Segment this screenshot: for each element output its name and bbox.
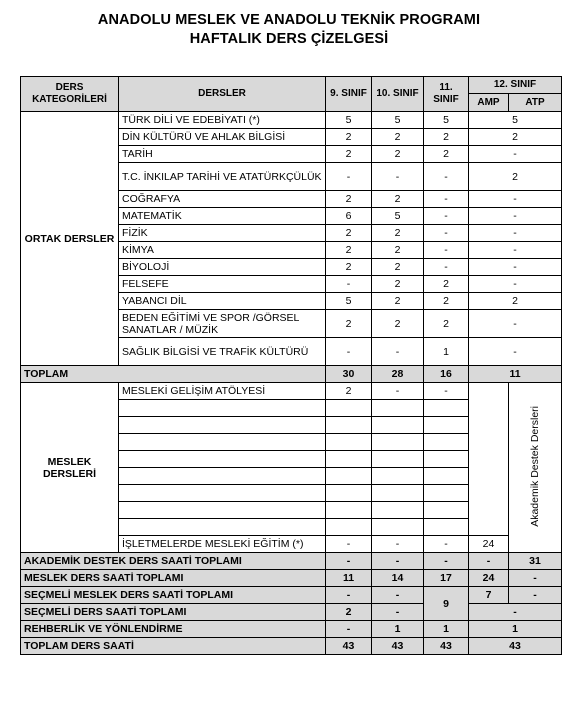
table-row	[21, 383, 562, 400]
hours-grade-11: -	[424, 225, 469, 242]
toplam-grade-12: 11	[469, 366, 562, 383]
akademik-grade-10: -	[372, 553, 424, 570]
hours-grade-11: 2	[424, 276, 469, 293]
hours-grade-9: 2	[326, 191, 372, 208]
empty-hours-cell	[424, 519, 469, 536]
secmeli-label: SEÇMELİ DERS SAATİ TOPLAMI	[21, 604, 326, 621]
empty-hours-cell	[372, 434, 424, 451]
secmeli-meslek-grade-11: 9	[424, 587, 469, 621]
toplam-grade-9: 30	[326, 366, 372, 383]
empty-course-cell	[119, 485, 326, 502]
meslek-toplam-amp: 24	[469, 570, 509, 587]
course-name: YABANCI DİL	[119, 293, 326, 310]
hours-grade-12: 5	[469, 112, 562, 129]
rehberlik-grade-10: 1	[372, 621, 424, 638]
empty-hours-cell	[326, 451, 372, 468]
empty-course-cell	[119, 434, 326, 451]
amp-empty-column	[469, 383, 509, 536]
meslek-toplam-grade-10: 14	[372, 570, 424, 587]
hours-grade-10: 2	[372, 225, 424, 242]
hours-grade-11: -	[424, 383, 469, 400]
course-name: BİYOLOJİ	[119, 259, 326, 276]
empty-hours-cell	[372, 417, 424, 434]
secmeli-grade-9: 2	[326, 604, 372, 621]
sumrow-meslek-toplam	[21, 570, 562, 587]
hours-grade-9: 2	[326, 383, 372, 400]
course-name: T.C. İNKILAP TARİHİ VE ATATÜRKÇÜLÜK	[119, 163, 326, 191]
hours-grade-11: -	[424, 536, 469, 553]
empty-hours-cell	[424, 468, 469, 485]
toplam-ders-grade-10: 43	[372, 638, 424, 655]
hours-grade-12: -	[469, 338, 562, 366]
hours-grade-11: 1	[424, 338, 469, 366]
course-name: FİZİK	[119, 225, 326, 242]
meslek-toplam-grade-9: 11	[326, 570, 372, 587]
header-amp: AMP	[469, 94, 509, 112]
course-name: İŞLETMELERDE MESLEKİ EĞİTİM (*)	[119, 536, 326, 553]
weekly-schedule-table	[20, 76, 562, 655]
hours-grade-11: -	[424, 259, 469, 276]
header-grade-10: 10. SINIF	[372, 77, 424, 112]
empty-course-cell	[119, 519, 326, 536]
hours-grade-9: -	[326, 163, 372, 191]
course-name: TARİH	[119, 146, 326, 163]
empty-hours-cell	[424, 451, 469, 468]
hours-grade-9: -	[326, 338, 372, 366]
hours-grade-10: -	[372, 383, 424, 400]
hours-grade-9: 2	[326, 259, 372, 276]
hours-grade-9: 2	[326, 129, 372, 146]
hours-grade-12: 2	[469, 129, 562, 146]
rehberlik-grade-11: 1	[424, 621, 469, 638]
hours-grade-11: 2	[424, 129, 469, 146]
hours-grade-10: -	[372, 163, 424, 191]
secmeli-meslek-grade-9: -	[326, 587, 372, 604]
sumrow-secmeli	[21, 604, 562, 621]
hours-grade-9: 2	[326, 310, 372, 338]
document-title-line-2: HAFTALIK DERS ÇİZELGESİ	[189, 31, 389, 47]
sumrow-akademik	[21, 553, 562, 570]
meslek-and-summary-section	[21, 366, 562, 655]
header-atp: ATP	[509, 94, 562, 112]
empty-hours-cell	[372, 502, 424, 519]
empty-hours-cell	[326, 434, 372, 451]
toplam-label: TOPLAM	[21, 366, 326, 383]
empty-hours-cell	[326, 502, 372, 519]
hours-grade-11: -	[424, 163, 469, 191]
akademik-grade-11: -	[424, 553, 469, 570]
hours-grade-10: 2	[372, 191, 424, 208]
hours-grade-12: -	[469, 225, 562, 242]
akademik-amp: -	[469, 553, 509, 570]
empty-hours-cell	[326, 519, 372, 536]
empty-hours-cell	[424, 485, 469, 502]
hours-grade-12: -	[469, 208, 562, 225]
toplam-ders-grade-12: 43	[469, 638, 562, 655]
header-courses: DERSLER	[119, 77, 326, 112]
hours-amp: 24	[469, 536, 509, 553]
empty-course-cell	[119, 468, 326, 485]
hours-grade-9: -	[326, 536, 372, 553]
hours-grade-10: -	[372, 536, 424, 553]
hours-grade-10: 2	[372, 293, 424, 310]
course-name: MATEMATİK	[119, 208, 326, 225]
toplam-ders-label: TOPLAM DERS SAATİ	[21, 638, 326, 655]
hours-grade-10: 2	[372, 242, 424, 259]
empty-hours-cell	[326, 400, 372, 417]
category-meslek: MESLEK DERSLERİ	[21, 383, 119, 553]
empty-hours-cell	[372, 400, 424, 417]
empty-hours-cell	[372, 451, 424, 468]
toplam-grade-10: 28	[372, 366, 424, 383]
hours-grade-9: -	[326, 276, 372, 293]
empty-course-cell	[119, 451, 326, 468]
header-grade-9: 9. SINIF	[326, 77, 372, 112]
sumrow-toplam	[21, 366, 562, 383]
course-name: DİN KÜLTÜRÜ VE AHLAK BİLGİSİ	[119, 129, 326, 146]
meslek-toplam-atp: -	[509, 570, 562, 587]
hours-grade-9: 2	[326, 225, 372, 242]
empty-hours-cell	[424, 502, 469, 519]
rehberlik-grade-9: -	[326, 621, 372, 638]
header-grade-12: 12. SINIF	[469, 77, 562, 94]
hours-grade-10: 2	[372, 146, 424, 163]
hours-grade-10: -	[372, 338, 424, 366]
akademik-destek-vertical-label: Akademik Destek Dersleri	[529, 405, 541, 527]
table-header	[21, 77, 562, 112]
category-ortak: ORTAK DERSLER	[21, 112, 119, 366]
course-name: MESLEKİ GELİŞİM ATÖLYESİ	[119, 383, 326, 400]
hours-grade-10: 2	[372, 276, 424, 293]
table-row	[21, 112, 562, 129]
header-grade-11: 11. SINIF	[424, 77, 469, 112]
hours-grade-12: -	[469, 191, 562, 208]
empty-hours-cell	[372, 468, 424, 485]
hours-grade-12: -	[469, 310, 562, 338]
empty-hours-cell	[326, 468, 372, 485]
hours-grade-11: 5	[424, 112, 469, 129]
akademik-grade-9: -	[326, 553, 372, 570]
hours-grade-12: -	[469, 242, 562, 259]
akademik-atp: 31	[509, 553, 562, 570]
secmeli-meslek-amp: 7	[469, 587, 509, 604]
empty-hours-cell	[424, 434, 469, 451]
empty-hours-cell	[372, 485, 424, 502]
hours-grade-10: 2	[372, 129, 424, 146]
hours-grade-11: -	[424, 191, 469, 208]
hours-grade-11: 2	[424, 293, 469, 310]
course-name: TÜRK DİLİ VE EDEBİYATI (*)	[119, 112, 326, 129]
hours-grade-10: 5	[372, 208, 424, 225]
toplam-ders-grade-9: 43	[326, 638, 372, 655]
rehberlik-label: REHBERLİK VE YÖNLENDİRME	[21, 621, 326, 638]
secmeli-meslek-label: SEÇMELİ MESLEK DERS SAATİ TOPLAMI	[21, 587, 326, 604]
course-name: KİMYA	[119, 242, 326, 259]
header-category: DERS KATEGORİLERİ	[21, 77, 119, 112]
rehberlik-grade-12: 1	[469, 621, 562, 638]
empty-course-cell	[119, 400, 326, 417]
course-name: FELSEFE	[119, 276, 326, 293]
hours-grade-9: 5	[326, 293, 372, 310]
hours-grade-11: 2	[424, 310, 469, 338]
hours-grade-12: -	[469, 146, 562, 163]
empty-hours-cell	[326, 485, 372, 502]
secmeli-meslek-atp: -	[509, 587, 562, 604]
hours-grade-9: 6	[326, 208, 372, 225]
hours-grade-12: 2	[469, 293, 562, 310]
empty-hours-cell	[424, 400, 469, 417]
course-name: SAĞLIK BİLGİSİ VE TRAFİK KÜLTÜRÜ	[119, 338, 326, 366]
hours-grade-9: 2	[326, 242, 372, 259]
secmeli-grade-10: -	[372, 604, 424, 621]
hours-grade-12: -	[469, 276, 562, 293]
toplam-ders-grade-11: 43	[424, 638, 469, 655]
empty-course-cell	[119, 502, 326, 519]
sumrow-rehberlik	[21, 621, 562, 638]
secmeli-grade-12: -	[469, 604, 562, 621]
sumrow-toplam-ders	[21, 638, 562, 655]
hours-grade-9: 5	[326, 112, 372, 129]
toplam-grade-11: 16	[424, 366, 469, 383]
empty-course-cell	[119, 417, 326, 434]
hours-grade-9: 2	[326, 146, 372, 163]
secmeli-meslek-grade-10: -	[372, 587, 424, 604]
hours-grade-11: -	[424, 242, 469, 259]
empty-hours-cell	[424, 417, 469, 434]
hours-grade-10: 2	[372, 310, 424, 338]
course-name: COĞRAFYA	[119, 191, 326, 208]
hours-grade-10: 2	[372, 259, 424, 276]
empty-hours-cell	[372, 519, 424, 536]
hours-grade-12: 2	[469, 163, 562, 191]
document-title-line-1: ANADOLU MESLEK VE ANADOLU TEKNİK PROGRAMI	[97, 12, 481, 28]
empty-hours-cell	[326, 417, 372, 434]
hours-grade-11: 2	[424, 146, 469, 163]
hours-grade-10: 5	[372, 112, 424, 129]
sumrow-secmeli-meslek	[21, 587, 562, 604]
hours-grade-11: -	[424, 208, 469, 225]
meslek-toplam-label: MESLEK DERS SAATİ TOPLAMI	[21, 570, 326, 587]
akademik-destek-vertical-cell	[509, 383, 562, 553]
akademik-label: AKADEMİK DESTEK DERS SAATİ TOPLAMI	[21, 553, 326, 570]
meslek-toplam-grade-11: 17	[424, 570, 469, 587]
course-name: BEDEN EĞİTİMİ VE SPOR /GÖRSEL SANATLAR / MÜZİK	[119, 310, 326, 338]
ortak-section	[21, 112, 562, 366]
hours-grade-12: -	[469, 259, 562, 276]
